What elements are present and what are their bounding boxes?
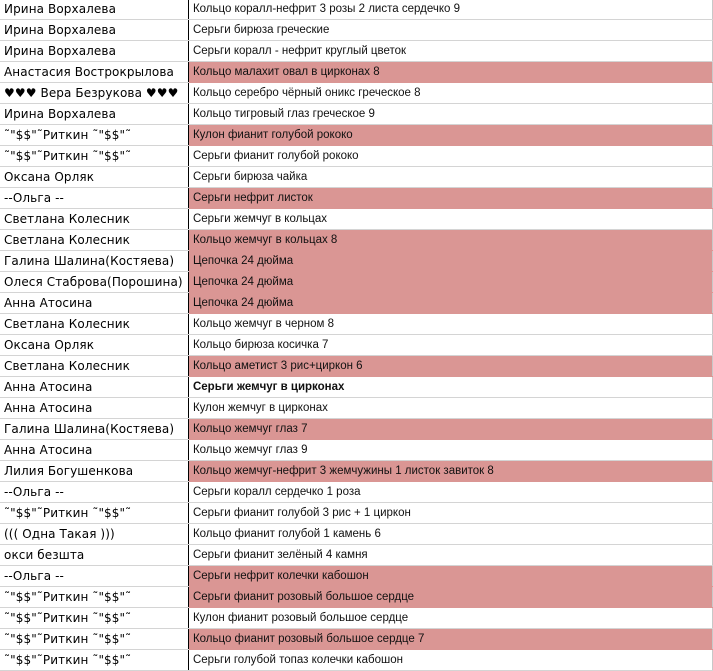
name-cell[interactable]: Галина Шалина(Костяева) bbox=[0, 419, 188, 440]
table-row bbox=[0, 314, 713, 335]
table-row bbox=[0, 566, 713, 587]
name-cell[interactable]: окси безшта bbox=[0, 545, 188, 566]
item-cell[interactable]: Серьги нефрит колечки кабошон bbox=[188, 566, 712, 587]
name-cell[interactable]: ˜"$$"˜Риткин ˜"$$"˜ bbox=[0, 125, 188, 146]
item-cell[interactable]: Кольцо аметист 3 рис+циркон 6 bbox=[188, 356, 712, 377]
name-cell[interactable]: Оксана Орляк bbox=[0, 167, 188, 188]
table-row bbox=[0, 188, 713, 209]
table-row bbox=[0, 482, 713, 503]
item-cell[interactable]: Цепочка 24 дюйма bbox=[188, 251, 712, 272]
name-cell[interactable]: Анастасия Вострокрылова bbox=[0, 62, 188, 83]
table-row bbox=[0, 209, 713, 230]
item-cell[interactable]: Кольцо тигровый глаз греческое 9 bbox=[188, 104, 712, 125]
item-cell[interactable]: Кольцо малахит овал в цирконах 8 bbox=[188, 62, 712, 83]
name-cell[interactable]: ˜"$$"˜Риткин ˜"$$"˜ bbox=[0, 629, 188, 650]
name-cell[interactable]: ˜"$$"˜Риткин ˜"$$"˜ bbox=[0, 503, 188, 524]
name-cell[interactable]: Светлана Колесник bbox=[0, 314, 188, 335]
item-cell[interactable]: Цепочка 24 дюйма bbox=[188, 272, 712, 293]
table-row bbox=[0, 587, 713, 608]
name-cell[interactable]: Оксана Орляк bbox=[0, 335, 188, 356]
item-cell[interactable]: Кольцо бирюза косичка 7 bbox=[188, 335, 712, 356]
table-row bbox=[0, 167, 713, 188]
table-row bbox=[0, 608, 713, 629]
name-cell[interactable]: --Ольга -- bbox=[0, 482, 188, 503]
item-cell[interactable]: Кулон фианит розовый большое сердце bbox=[188, 608, 712, 629]
item-cell[interactable]: Серьги голубой топаз колечки кабошон bbox=[188, 650, 712, 671]
table-row bbox=[0, 461, 713, 482]
item-cell[interactable]: Серьги нефрит листок bbox=[188, 188, 712, 209]
name-cell[interactable]: Анна Атосина bbox=[0, 377, 188, 398]
item-cell[interactable]: Кольцо коралл-нефрит 3 розы 2 листа сердечко 9 bbox=[188, 0, 712, 20]
name-cell[interactable]: Олеся Стаброва(Порошина) bbox=[0, 272, 188, 293]
table-row bbox=[0, 62, 713, 83]
table-row bbox=[0, 398, 713, 419]
table-row bbox=[0, 146, 713, 167]
item-cell[interactable]: Цепочка 24 дюйма bbox=[188, 293, 712, 314]
table-row bbox=[0, 335, 713, 356]
name-cell[interactable]: --Ольга -- bbox=[0, 566, 188, 587]
name-cell[interactable]: Светлана Колесник bbox=[0, 209, 188, 230]
name-cell[interactable]: ((( Одна Такая ))) bbox=[0, 524, 188, 545]
table-row bbox=[0, 83, 713, 104]
table-row bbox=[0, 377, 713, 398]
table-row bbox=[0, 251, 713, 272]
table-row bbox=[0, 104, 713, 125]
item-cell[interactable]: Серьги фианит голубой рококо bbox=[188, 146, 712, 167]
name-cell[interactable]: ♥♥♥ Вера Безрукова ♥♥♥ bbox=[0, 83, 188, 104]
item-cell[interactable]: Кольцо серебро чёрный оникс греческое 8 bbox=[188, 83, 712, 104]
table-row bbox=[0, 125, 713, 146]
name-cell[interactable]: --Ольга -- bbox=[0, 188, 188, 209]
item-cell[interactable]: Серьги коралл - нефрит круглый цветок bbox=[188, 41, 712, 62]
table-row bbox=[0, 440, 713, 461]
table-row bbox=[0, 650, 713, 671]
table-row bbox=[0, 503, 713, 524]
name-cell[interactable]: ˜"$$"˜Риткин ˜"$$"˜ bbox=[0, 146, 188, 167]
name-cell[interactable]: Светлана Колесник bbox=[0, 230, 188, 251]
table-row bbox=[0, 524, 713, 545]
table-row bbox=[0, 545, 713, 566]
name-cell[interactable]: Анна Атосина bbox=[0, 440, 188, 461]
name-cell[interactable]: ˜"$$"˜Риткин ˜"$$"˜ bbox=[0, 587, 188, 608]
table-row bbox=[0, 629, 713, 650]
item-cell[interactable]: Кулон жемчуг в цирконах bbox=[188, 398, 712, 419]
name-cell[interactable]: Ирина Ворхалева bbox=[0, 104, 188, 125]
name-cell[interactable]: Ирина Ворхалева bbox=[0, 20, 188, 41]
item-cell[interactable]: Кольцо жемчуг в черном 8 bbox=[188, 314, 712, 335]
name-cell[interactable]: Ирина Ворхалева bbox=[0, 41, 188, 62]
item-cell[interactable]: Серьги фианит зелёный 4 камня bbox=[188, 545, 712, 566]
item-cell[interactable]: Серьги жемчуг в цирконах bbox=[188, 377, 712, 398]
item-cell[interactable]: Серьги фианит голубой 3 рис + 1 циркон bbox=[188, 503, 712, 524]
item-cell[interactable]: Кольцо жемчуг глаз 9 bbox=[188, 440, 712, 461]
item-cell[interactable]: Серьги жемчуг в кольцах bbox=[188, 209, 712, 230]
table-row bbox=[0, 356, 713, 377]
table-row bbox=[0, 272, 713, 293]
name-cell[interactable]: ˜"$$"˜Риткин ˜"$$"˜ bbox=[0, 608, 188, 629]
name-cell[interactable]: Галина Шалина(Костяева) bbox=[0, 251, 188, 272]
name-cell[interactable]: Светлана Колесник bbox=[0, 356, 188, 377]
name-cell[interactable]: Лилия Богушенкова bbox=[0, 461, 188, 482]
table-row bbox=[0, 419, 713, 440]
item-cell[interactable]: Кольцо жемчуг в кольцах 8 bbox=[188, 230, 712, 251]
item-cell[interactable]: Серьги бирюза греческие bbox=[188, 20, 712, 41]
table-row bbox=[0, 20, 713, 41]
item-cell[interactable]: Кольцо жемчуг глаз 7 bbox=[188, 419, 712, 440]
item-cell[interactable]: Кольцо жемчуг-нефрит 3 жемчужины 1 листок завиток 8 bbox=[188, 461, 712, 482]
name-cell[interactable]: Ирина Ворхалева bbox=[0, 0, 188, 20]
name-cell[interactable]: Анна Атосина bbox=[0, 293, 188, 314]
table-row bbox=[0, 41, 713, 62]
item-cell[interactable]: Серьги коралл сердечко 1 роза bbox=[188, 482, 712, 503]
item-cell[interactable]: Кулон фианит голубой рококо bbox=[188, 125, 712, 146]
table-row bbox=[0, 230, 713, 251]
item-cell[interactable]: Серьги бирюза чайка bbox=[188, 167, 712, 188]
name-cell[interactable]: ˜"$$"˜Риткин ˜"$$"˜ bbox=[0, 650, 188, 671]
item-cell[interactable]: Кольцо фианит розовый большое сердце 7 bbox=[188, 629, 712, 650]
item-cell[interactable]: Серьги фианит розовый большое сердце bbox=[188, 587, 712, 608]
name-cell[interactable]: Анна Атосина bbox=[0, 398, 188, 419]
table-row bbox=[0, 0, 713, 20]
item-cell[interactable]: Кольцо фианит голубой 1 камень 6 bbox=[188, 524, 712, 545]
table-row bbox=[0, 293, 713, 314]
